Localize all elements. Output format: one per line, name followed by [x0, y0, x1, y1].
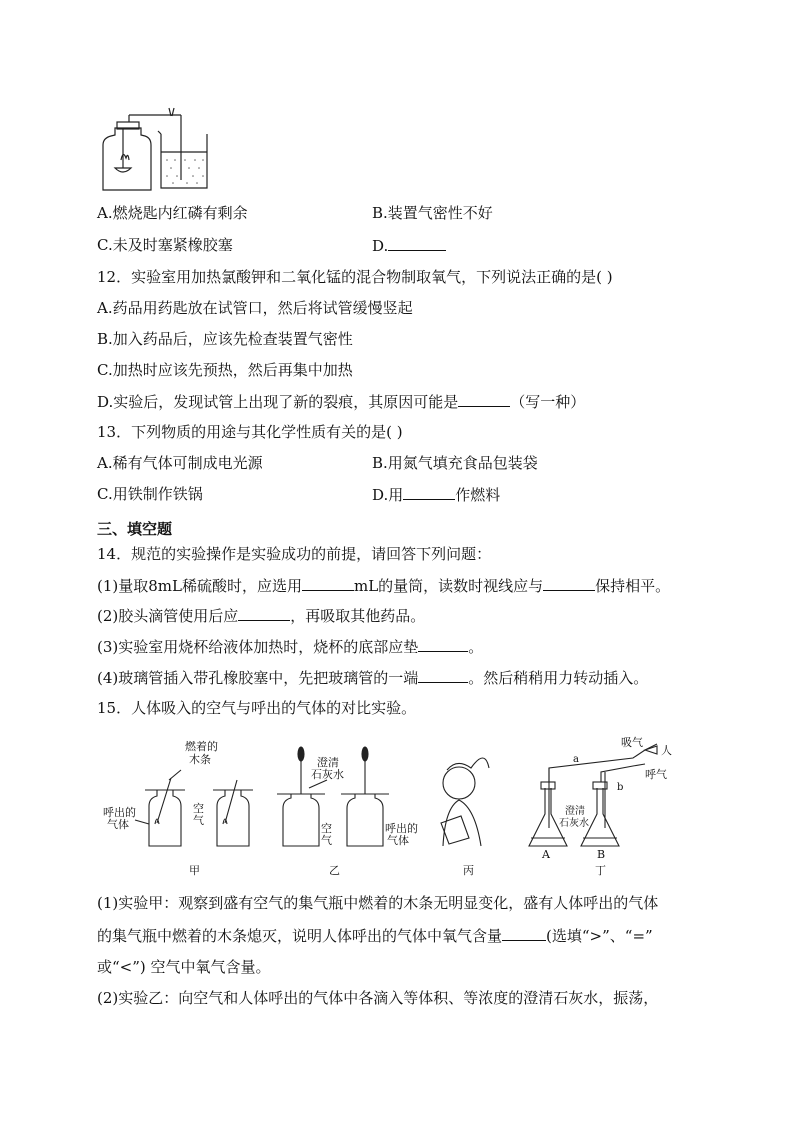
- label-air-1a: 空: [193, 802, 204, 815]
- answer-blank: [543, 575, 595, 591]
- label-air-2b: 气: [321, 834, 332, 847]
- label-exhaled-1b: 呼出的: [385, 822, 418, 835]
- section-title: 三、填空题: [97, 520, 173, 538]
- q15-part-1-line-3: 或“<”) 空气中氧气含量。: [97, 958, 271, 976]
- label-exhaled-1a: 呼出的: [103, 806, 136, 819]
- label-burning-1: 燃着的: [185, 740, 218, 753]
- q11-option-c: C.未及时塞紧橡胶塞: [97, 236, 233, 254]
- q15-part-2-line-1: (2)实验乙：向空气和人体呼出的气体中各滴入等体积、等浓度的澄清石灰水，振荡，: [97, 989, 659, 1007]
- q12-option-d-suffix: （写一种）: [510, 393, 586, 411]
- label-limewater-1: 澄清: [317, 756, 339, 769]
- q14-part-3-text: (3)实验室用烧杯给液体加热时，烧杯的底部应垫: [97, 638, 419, 656]
- q12-option-b: B.加入药品后，应该先检查装置气密性: [97, 330, 353, 348]
- answer-blank: [418, 636, 468, 652]
- q11-option-a: A.燃烧匙内红磷有剩余: [97, 204, 248, 222]
- label-air-2a: 气: [193, 814, 204, 827]
- q13-stem: 13．下列物质的用途与其化学性质有关的是( ): [97, 423, 403, 441]
- label-xiqi: 吸气: [621, 736, 643, 749]
- q14-part-3-text2: 。: [468, 638, 484, 656]
- q15-part-1-line-2: [97, 925, 653, 946]
- q11-option-d-label: D.: [372, 237, 389, 255]
- answer-blank: [302, 575, 354, 591]
- q15-stem: 15．人体吸入的空气与呼出的气体的对比实验。: [97, 699, 417, 717]
- q13-option-a: A.稀有气体可制成电光源: [97, 454, 263, 472]
- q14-stem: 14．规范的实验操作是实验成功的前提，请回答下列问题：: [97, 545, 492, 563]
- label-flask-a: A: [542, 848, 550, 861]
- q14-part-4-text: (4)玻璃管插入带孔橡胶塞中，先把玻璃管的一端: [97, 669, 419, 687]
- q14-part-1-text2: mL的量筒，读数时视线应与: [353, 577, 544, 595]
- q15-part-1-text: 的集气瓶中燃着的木条熄灭，说明人体呼出的气体中氧气含量: [97, 927, 503, 945]
- caption-ding: 丁: [595, 864, 606, 877]
- answer-blank: [458, 391, 510, 407]
- label-ren: 人: [661, 744, 672, 757]
- q12-option-a: A.药品用药匙放在试管口，然后将试管缓慢竖起: [97, 299, 413, 317]
- q14-part-3: [97, 636, 483, 657]
- label-exhaled-2b: 气体: [387, 834, 409, 847]
- answer-blank: [418, 667, 468, 683]
- q14-part-1-text: (1)量取8mL稀硫酸时，应选用: [97, 577, 302, 595]
- label-limewater-3: 澄清: [565, 806, 585, 817]
- experiment-figure: [97, 728, 697, 878]
- q12-option-c: C.加热时应该先预热，然后再集中加热: [97, 361, 353, 379]
- answer-blank: [388, 235, 446, 251]
- q14-part-2-text: (2)胶头滴管使用后应: [97, 607, 239, 625]
- q14-part-2-text2: ，再吸取其他药品。: [290, 607, 426, 625]
- q15-part-1-text2: (选填“>”、“=”: [546, 927, 653, 945]
- label-limewater-4: 石灰水: [559, 818, 589, 829]
- label-a: a: [573, 754, 579, 765]
- label-flask-b: B: [597, 848, 606, 861]
- q13-option-b: B.用氮气填充食品包装袋: [372, 454, 538, 472]
- q13-option-c: C.用铁制作铁锅: [97, 485, 203, 503]
- q11-option-d: [372, 235, 446, 256]
- caption-jia: 甲: [189, 864, 200, 877]
- q13-option-d-text: D.用: [372, 486, 404, 504]
- label-air-1b: 空: [321, 822, 332, 835]
- answer-blank: [502, 925, 546, 941]
- label-huqi: 呼气: [645, 768, 667, 781]
- q14-part-4-text2: 。然后稍稍用力转动插入。: [468, 669, 649, 687]
- label-burning-2: 木条: [189, 753, 211, 766]
- q15-part-1-line-1: (1)实验甲：观察到盛有空气的集气瓶中燃着的木条无明显变化，盛有人体呼出的气体: [97, 894, 659, 912]
- label-exhaled-2a: 气体: [107, 818, 129, 831]
- apparatus-figure: [95, 100, 215, 196]
- q12-option-d: [97, 391, 585, 412]
- q14-part-1: [97, 575, 670, 596]
- label-b: b: [617, 782, 624, 793]
- q12-option-d-text: D.实验后，发现试管上出现了新的裂痕，其原因可能是: [97, 393, 459, 411]
- q14-part-4: [97, 667, 648, 688]
- caption-bing: 丙: [463, 864, 474, 877]
- label-limewater-2: 石灰水: [311, 768, 344, 781]
- answer-blank: [403, 484, 455, 500]
- q13-option-d: [372, 484, 500, 505]
- q14-part-2: [97, 605, 425, 626]
- q11-option-b: B.装置气密性不好: [372, 204, 493, 222]
- caption-yi: 乙: [329, 864, 340, 877]
- q13-option-d-suffix: 作燃料: [455, 486, 501, 504]
- q14-part-1-text3: 保持相平。: [595, 577, 671, 595]
- answer-blank: [238, 605, 290, 621]
- q12-stem: 12．实验室用加热氯酸钾和二氧化锰的混合物制取氧气，下列说法正确的是( ): [97, 268, 613, 286]
